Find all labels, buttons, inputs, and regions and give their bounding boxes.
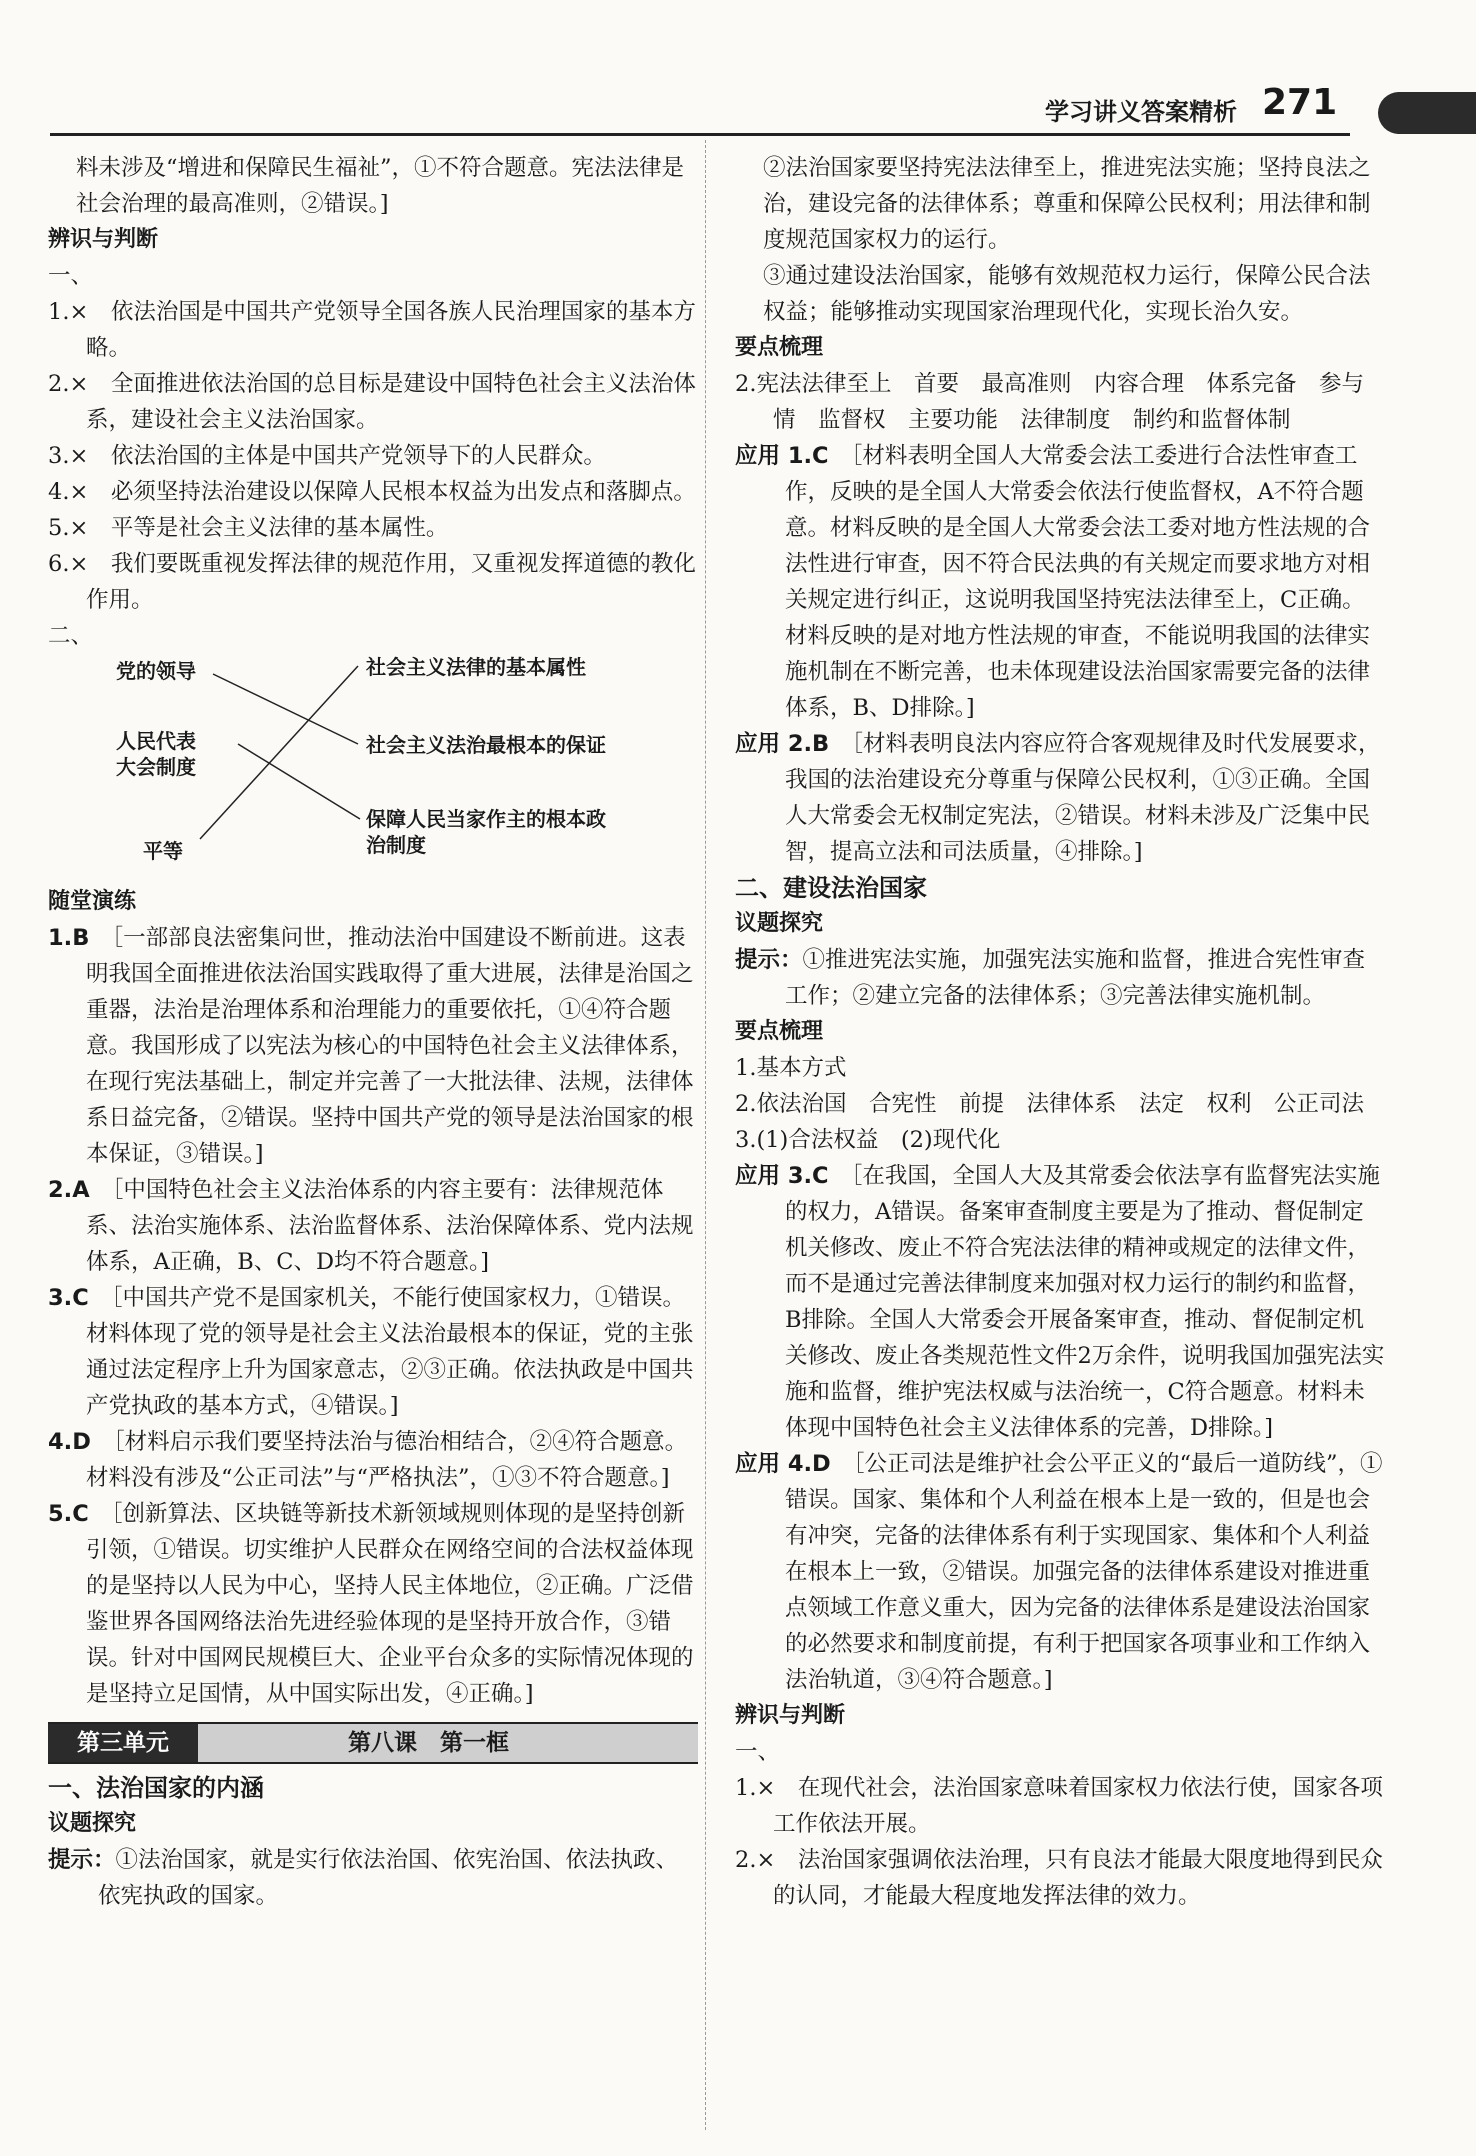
practice-item: 3.C ［中国共产党不是国家机关，不能行使国家权力，①错误。材料体现了党的领导是社会主义法治最根本的保证，党的主张通过法定程序上升为国家意志，②③正确。依法执政是中国共产党执政的基本方式，④错误。] bbox=[48, 1285, 694, 1419]
hint-point-2: ②法治国家要坚持宪法法律至上，推进宪法实施；坚持良法之治，建设完备的法律体系；尊重和保障公民权利；用法律和制度规范国家权力的运行。 bbox=[763, 155, 1371, 253]
diagram-right-1: 社会主义法律的基本属性 bbox=[366, 655, 586, 679]
hint-point-3: ③通过建设法治国家，能够有效规范权力运行，保障公民合法权益；能够推动实现国家治理现代化，实现长治久安。 bbox=[763, 263, 1371, 325]
diagram-right-2: 社会主义法治最根本的保证 bbox=[366, 733, 606, 757]
matching-diagram bbox=[48, 654, 698, 884]
part-two-label: 二、 bbox=[48, 623, 94, 649]
judge-title: 辨识与判断 bbox=[735, 1703, 846, 1728]
diagram-left-1: 党的领导 bbox=[116, 659, 196, 683]
judge-item: 2.× 法治国家强调依法治理，只有良法才能最大限度地得到民众的认同，才能最大程度地发挥法律的效力。 bbox=[735, 1847, 1383, 1909]
key-point-3: 3.(1)合法权益 (2)现代化 bbox=[735, 1127, 1001, 1153]
judge-item: 1.× 在现代社会，法治国家意味着国家权力依法行使，国家各项工作依法开展。 bbox=[735, 1775, 1383, 1837]
page-number: 271 bbox=[1262, 82, 1338, 123]
page-tab-decoration bbox=[1378, 92, 1476, 134]
continued-text: 料未涉及“增进和保障民生福祉”，①不符合题意。宪法法律是社会治理的最高准则，②错误。] bbox=[76, 155, 685, 217]
diagram-left-3: 平等 bbox=[143, 839, 183, 863]
application-item: 应用 3.C ［在我国，全国人大及其常委会依法享有监督宪法实施的权力，A错误。备案审查制度主要是为了推动、督促制定机关修改、废止不符合宪法法律的精神或规定的法律文件，而不是通过完善法律制度来加强对权力运行的制约和监督，B排除。全国人大常委会开展备案审查，推动、督促制定机关修改、废止各类规范性文件2万余件，说明我国加强宪法实施和监督，维护宪法权威与法治统一，C符合题意。材料未体现中国特色社会主义法律体系的完善，D排除。] bbox=[735, 1163, 1385, 1441]
header-title: 学习讲义答案精析 bbox=[1045, 98, 1237, 126]
application-item: 应用 1.C ［材料表明全国人大常委会法工委进行合法性审查工作，反映的是全国人大常委会依法行使监督权，A不符合题意。材料反映的是全国人大常委会法工委对地方性法规的合法性进行审查，因不符合民法典的有关规定而要求地方对相关规定进行纠正，这说明我国坚持宪法法律至上，C正确。材料反映的是对地方性法规的审查，不能说明我国的法律实施机制在不断完善，也未体现建设法治国家需要完备的法律体系，B、D排除。] bbox=[735, 443, 1371, 721]
application-item: 应用 4.D ［公正司法是维护社会公平正义的“最后一道防线”，①错误。国家、集体和个人利益在根本上是一致的，但是也会有冲突，完备的法律体系有利于实现国家、集体和个人利益在根本上一致，②错误。加强完备的法律体系建设对推进重点领域工作意义重大，因为完备的法律体系是建设法治国家的必然要求和制度前提，有利于把国家各项事业和工作纳入法治轨道，③④符合题意。] bbox=[735, 1451, 1383, 1693]
hint-text: 提示：①推进宪法实施，加强宪法实施和监督，推进合宪性审查工作；②建立完备的法律体系；③完善法律实施机制。 bbox=[735, 947, 1366, 1009]
part-one-label: 一、 bbox=[735, 1739, 781, 1765]
practice-item: 4.D ［材料启示我们要坚持法治与德治相结合，②④符合题意。材料没有涉及“公正司法”与“严格执法”，①③不符合题意。] bbox=[48, 1429, 688, 1491]
match-line-leadership bbox=[213, 674, 358, 744]
application-item: 应用 2.B ［材料表明良法内容应符合客观规律及时代发展要求，我国的法治建设充分尊重与保障公民权利，①③正确。全国人大常委会无权制定宪法，②错误。材料未涉及广泛集中民智，提高立法和司法质量，④排除。] bbox=[735, 731, 1381, 865]
diagram-right-3a: 保障人民当家作主的根本政 bbox=[366, 807, 606, 831]
judge-item: 5.× 平等是社会主义法律的基本属性。 bbox=[48, 515, 449, 541]
explore-title: 议题探究 bbox=[735, 911, 824, 936]
practice-item: 1.B ［一部部良法密集问世，推动法治中国建设不断前进。这表明我国全面推进依法治国实践取得了重大进展，法律是治国之重器，法治是治理体系和治理能力的重要依托，①④符合题意。我国形成了以宪法为核心的中国特色社会主义法律体系，在现行宪法基础上，制定并完善了一大批法律、法规，法律体系日益完备，②错误。坚持中国共产党的领导是法治国家的根本保证，③错误。] bbox=[48, 925, 694, 1167]
lesson-label: 第八课 第一框 bbox=[348, 1730, 509, 1756]
practice-title: 随堂演练 bbox=[48, 889, 137, 914]
diagram-left-2a: 人民代表 bbox=[116, 729, 196, 753]
judge-item: 4.× 必须坚持法治建设以保障人民根本权益为出发点和落脚点。 bbox=[48, 479, 696, 505]
right-column bbox=[735, 150, 1385, 1914]
section-one-title: 一、法治国家的内涵 bbox=[48, 1774, 264, 1802]
unit-banner bbox=[48, 1722, 698, 1764]
key-points-2: 2.宪法法律至上 首要 最高准则 内容合理 体系完备 参与情 监督权 主要功能 法律制度 制约和监督体制 bbox=[735, 371, 1364, 433]
judge-item: 2.× 全面推进依法治国的总目标是建设中国特色社会主义法治体系，建设社会主义法治国家。 bbox=[48, 371, 696, 433]
key-point-2: 2.依法治国 合宪性 前提 法律体系 法定 权利 公正司法 bbox=[735, 1091, 1364, 1117]
practice-item: 5.C ［创新算法、区块链等新技术新领域规则体现的是坚持创新引领，①错误。切实维护人民群众在网络空间的合法权益体现的是坚持以人民为中心，坚持人民主体地位，②正确。广泛借鉴世界各国网络法治先进经验体现的是坚持开放合作，③错误。针对中国网民规模巨大、企业平台众多的实际情况体现的是坚持立足国情，从中国实际出发，④正确。] bbox=[48, 1501, 694, 1707]
key-points-title: 要点梳理 bbox=[735, 1019, 824, 1044]
part-one-label: 一、 bbox=[48, 263, 94, 289]
hint-text: 提示：①法治国家，就是实行依法治国、依宪治国、依法执政、依宪执政的国家。 bbox=[48, 1847, 679, 1909]
judge-item: 3.× 依法治国的主体是中国共产党领导下的人民群众。 bbox=[48, 443, 606, 469]
key-points-title: 要点梳理 bbox=[735, 335, 824, 360]
unit-label: 第三单元 bbox=[48, 1724, 198, 1762]
judge-title: 辨识与判断 bbox=[48, 227, 159, 252]
diagram-right-3b: 治制度 bbox=[366, 833, 426, 857]
practice-item: 2.A ［中国特色社会主义法治体系的内容主要有：法律规范体系、法治实施体系、法治监督体系、法治保障体系、党内法规体系，A正确，B、C、D均不符合题意。] bbox=[48, 1177, 694, 1275]
column-divider bbox=[705, 140, 706, 2130]
judge-item: 1.× 依法治国是中国共产党领导全国各族人民治理国家的基本方略。 bbox=[48, 299, 696, 361]
key-point-1: 1.基本方式 bbox=[735, 1055, 847, 1081]
left-column bbox=[48, 150, 698, 1914]
diagram-left-2b: 大会制度 bbox=[116, 755, 196, 779]
explore-title: 议题探究 bbox=[48, 1811, 137, 1836]
match-line-congress bbox=[238, 744, 360, 819]
section-two-title: 二、建设法治国家 bbox=[735, 874, 927, 902]
header-rule bbox=[50, 133, 1350, 136]
match-line-equality bbox=[200, 666, 358, 839]
judge-item: 6.× 我们要既重视发挥法律的规范作用，又重视发挥道德的教化作用。 bbox=[48, 551, 696, 613]
